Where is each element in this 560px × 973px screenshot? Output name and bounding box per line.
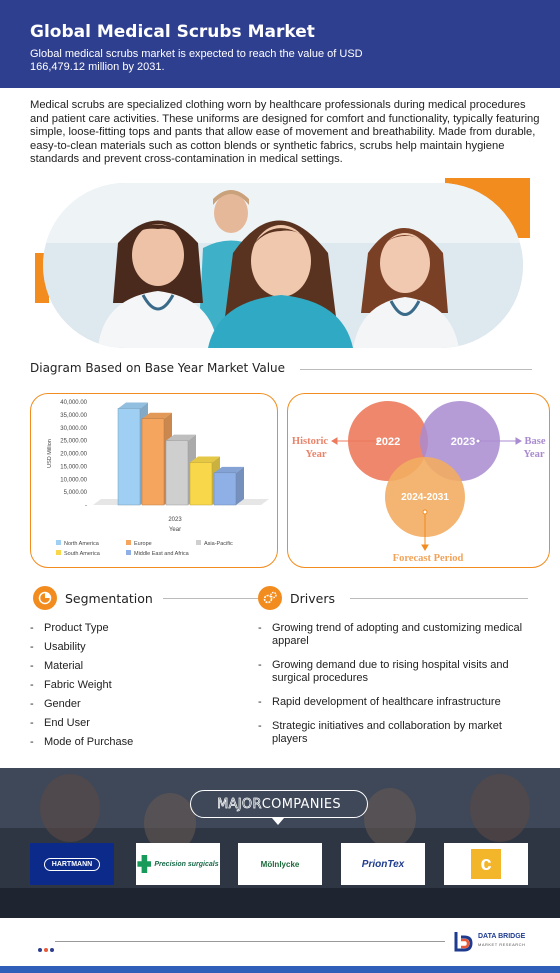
y-tick-label: 15,000.00 xyxy=(60,464,87,471)
hartmann-logo xyxy=(30,843,114,885)
drivers-list xyxy=(258,622,538,746)
segmentation-list xyxy=(30,622,230,748)
molnlycke-logo-text: Mölnlycke xyxy=(260,859,300,869)
major-companies-banner xyxy=(0,768,560,918)
y-tick-label: 30,000.00 xyxy=(60,425,87,432)
brand-tagline: MARKET RESEARCH xyxy=(478,942,526,947)
drivers-header xyxy=(258,586,335,610)
list-item: - Growing trend of adopting and customizing medical apparel xyxy=(258,622,538,648)
precision-surgicals-logo xyxy=(136,843,220,885)
y-tick-label: - xyxy=(85,503,87,509)
precision-surgicals-logo-text: Precision surgicals xyxy=(154,860,219,868)
legend-label: Europe xyxy=(134,541,152,547)
companies-word: COMPANIES xyxy=(261,796,341,812)
y-tick-label: 20,000.00 xyxy=(60,451,87,458)
bar-north-america xyxy=(118,408,140,505)
priontex-logo-text: PrionTex xyxy=(361,858,405,870)
y-tick-label: 5,000.00 xyxy=(63,490,87,497)
major-companies-title xyxy=(190,790,368,818)
bottom-bar xyxy=(0,966,560,973)
legend-swatch xyxy=(56,550,61,555)
bar-chart-panel xyxy=(30,393,278,568)
list-item: - Material xyxy=(30,660,230,672)
gears-icon xyxy=(258,586,282,610)
major-word: MAJOR xyxy=(217,796,262,812)
footer-line xyxy=(55,941,445,942)
diagram-section-title: Diagram Based on Base Year Market Value xyxy=(30,361,286,375)
venn-label-2023: 2023 xyxy=(450,436,476,448)
venn-label-2024-2031: 2024-2031 xyxy=(401,492,449,503)
carhartt-logo xyxy=(444,843,528,885)
legend-swatch xyxy=(126,550,131,555)
list-item: - Rapid development of healthcare infrastructure xyxy=(258,696,538,709)
base-year-label: Base xyxy=(524,436,546,447)
data-bridge-logo xyxy=(452,930,525,952)
legend-swatch xyxy=(126,540,131,545)
list-item: - Strategic initiatives and collaboration by market players xyxy=(258,720,538,746)
list-item: - End User xyxy=(30,717,230,729)
y-tick-label: 35,000.00 xyxy=(60,412,87,419)
molnlycke-logo xyxy=(238,843,322,885)
list-item: - Fabric Weight xyxy=(30,679,230,691)
divider-line xyxy=(350,598,528,599)
brand-name: DATA BRIDGE xyxy=(478,933,526,940)
bar-side xyxy=(236,467,244,505)
divider-line xyxy=(163,598,263,599)
y-tick-label: 25,000.00 xyxy=(60,438,87,445)
data-bridge-logo-icon xyxy=(452,930,474,952)
legend-label: Asia-Pacific xyxy=(204,541,233,547)
carhartt-logo-mark: c xyxy=(471,849,501,879)
y-tick-label: 40,000.00 xyxy=(60,400,87,406)
legend-label: North America xyxy=(64,541,99,547)
y-tick-label: 10,000.00 xyxy=(60,477,87,484)
bar-south-america xyxy=(190,463,212,505)
drivers-title: Drivers xyxy=(290,590,335,606)
hartmann-logo-text: HARTMANN xyxy=(44,858,100,871)
x-category-label: 2023 xyxy=(168,517,182,523)
header-banner xyxy=(0,0,560,88)
list-item: - Mode of Purchase xyxy=(30,736,230,748)
forecast-period-label: Forecast Period xyxy=(392,553,464,564)
legend-swatch xyxy=(56,540,61,545)
year-diagram-panel xyxy=(287,393,550,568)
year-venn-diagram xyxy=(288,394,551,569)
divider-line xyxy=(300,369,532,370)
page-subtitle: Global medical scrubs market is expected to reach the value of USD 166,479.12 million by 2031. xyxy=(30,48,363,73)
bar-chart xyxy=(31,394,279,569)
bar-europe xyxy=(142,419,164,505)
footer-dots xyxy=(38,939,56,957)
x-axis-label: Year xyxy=(168,527,182,533)
y-axis-label: USD Million xyxy=(47,439,53,468)
list-item: - Usability xyxy=(30,641,230,653)
legend-label: South America xyxy=(64,551,100,557)
medical-staff-photo xyxy=(43,183,523,348)
page-title: Global Medical Scrubs Market xyxy=(30,22,315,42)
bar-middle-east-and-africa xyxy=(214,473,236,505)
pie-chart-icon xyxy=(33,586,57,610)
priontex-logo xyxy=(341,843,425,885)
intro-paragraph: Medical scrubs are specialized clothing worn by healthcare professionals during medical procedures and patient care activities. These uniforms are designed for comfort and functionality, typically featuring simple, loose-fitting tops and pants that allow ease of movement and breathability. Made from durable, easy-to-clean materials such as cotton blends or synthetic fabrics, scrubs help maintain hygiene standards and prevent cross-contamination in medical settings. xyxy=(30,99,540,165)
list-item: - Product Type xyxy=(30,622,230,634)
pill-pointer xyxy=(272,818,284,825)
venn-label-2022: 2022 xyxy=(375,436,401,448)
segmentation-header xyxy=(33,586,153,610)
bar-asia-pacific xyxy=(166,441,188,505)
legend-swatch xyxy=(196,540,201,545)
hero-photo-area xyxy=(35,178,530,348)
historic-year-label-2: Year xyxy=(305,449,327,460)
legend-label: Middle East and Africa xyxy=(134,551,189,557)
list-item: - Gender xyxy=(30,698,230,710)
list-item: - Growing demand due to rising hospital visits and surgical procedures xyxy=(258,659,538,685)
segmentation-title: Segmentation xyxy=(65,590,153,606)
base-year-label-2: Year xyxy=(523,449,545,460)
medical-cross-icon xyxy=(137,855,151,873)
historic-year-label: Historic xyxy=(291,436,329,447)
